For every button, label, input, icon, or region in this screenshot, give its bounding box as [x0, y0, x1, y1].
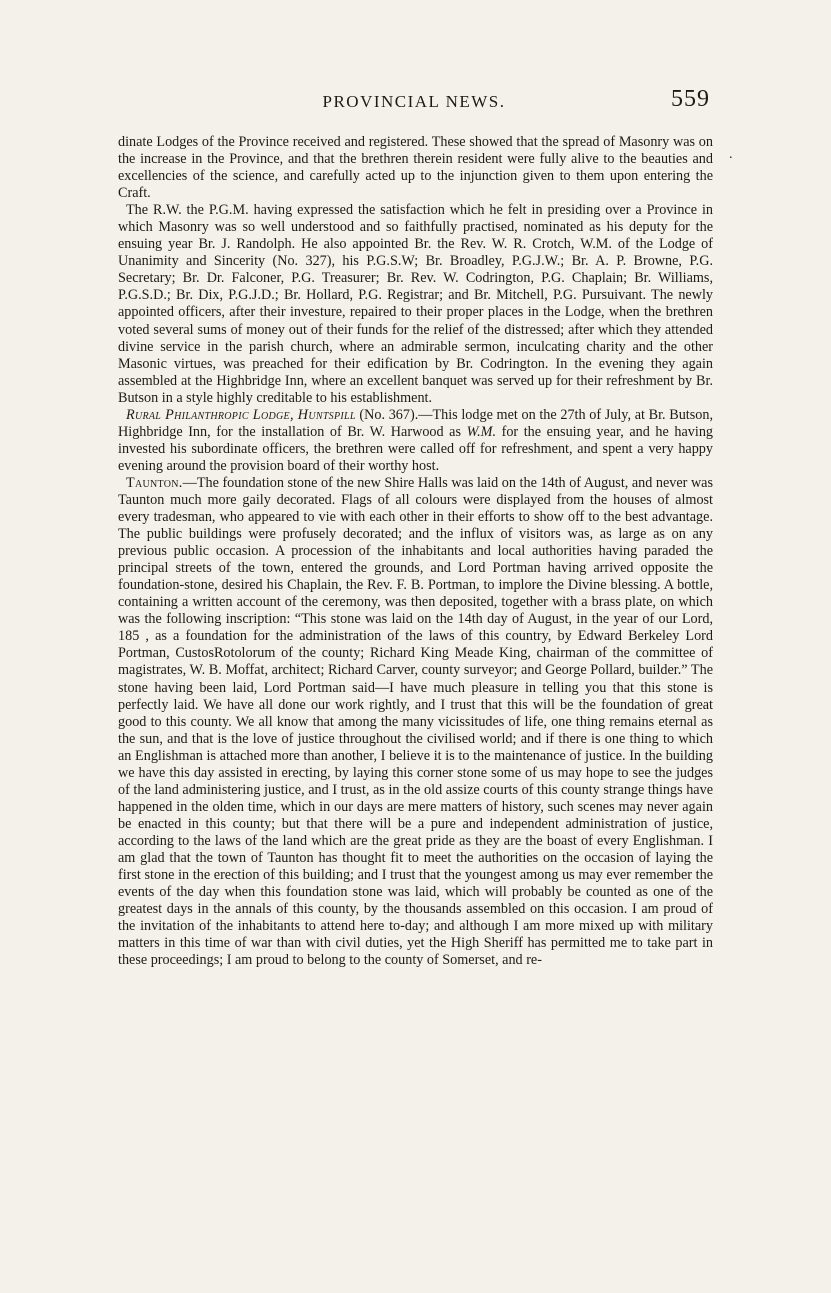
running-head: PROVINCIAL NEWS. [322, 92, 506, 111]
article-body [118, 134, 713, 969]
paragraph-appointments: The R.W. the P.G.M. having expressed the satisfaction which he felt in presiding over a Province in which Masonry was so well understood and so faithfully practised, nominated as his deputy for the ensuing year Br. J. Randolph. He also appointed Br. the Rev. W. R. Crotch, W.M. of the Lodge of Unanimity and Sincerity (No. 327), his P.G.S.W; Br. Broadley, P.G.J.W.; Br. A. P. Browne, P.G. Secretary; Br. Dr. Falconer, P.G. Treasurer; Br. Rev. W. Codrington, P.G. Chaplain; Br. Williams, P.G.S.D.; Br. Dix, P.G.J.D.; Br. Hollard, P.G. Registrar; and Br. Mitchell, P.G. Pursuivant. The newly appointed officers, after their investure, repaired to their proper places in the Lodge, when the brethren voted several sums of money out of their funds for the relief of the distressed; after which they attended divine service in the parish church, where an admirable sermon, inculcating charity and the other Masonic virtues, was preached for their edification by Br. Codrington. In the evening they again assembled at the Highbridge Inn, where an excellent banquet was served up for their refreshment by Br. Butson in a style highly creditable to his establishment. [118, 202, 713, 406]
margin-mark: . [729, 147, 733, 162]
page-header [118, 86, 710, 116]
lodge-wm: W.M. [466, 423, 497, 440]
paragraph-rural-philanthropic-lodge [118, 407, 713, 475]
lodge-heading: Rural Philanthropic Lodge, Huntspill [126, 406, 356, 423]
lodge-text-b: for the ensuing year, and he having invested his subordinate officers, the brethren were called off for refreshment, and spent a very happy evening around the provision board of their worthy host. [118, 423, 714, 474]
page-number: 559 [671, 86, 710, 112]
paragraph-continued: dinate Lodges of the Province received and registered. These showed that the spread of Masonry was on the increase in the Province, and that the brethren therein resident were fully alive to the beauties and excellencies of the science, and carefully acted up to the injunction given to them upon entering the Craft. [118, 134, 713, 202]
lodge-text-a: (No. 367).—This lodge met on the 27th of July, at Br. Butson, Highbridge Inn, for the installation of Br. W. Harwood as [118, 406, 713, 440]
paragraph-taunton [118, 475, 713, 969]
taunton-heading: Taunton. [126, 474, 183, 491]
taunton-text: —The foundation stone of the new Shire Halls was laid on the 14th of August, and never was Taunton much more gaily decorated. Flags of all colours were displayed from the houses of almost every tradesman, who appeared to vie with each other in their efforts to show off to the best advantage. The public buildings were profusely decorated; and the influx of visitors was, as large as on any previous public occasion. A procession of the inhabitants and local authorities having paraded the principal streets of the town, entered the grounds, and Lord Portman having arrived opposite the foundation-stone, desired his Chaplain, the Rev. F. B. Portman, to implore the Divine blessing. A bottle, containing a written account of the ceremony, was then deposited, together with a brass plate, on which was the following inscription: “This stone was laid on the 14th day of August, in the year of our Lord, 185 , as a foundation for the administration of the laws of this country, by Edward Berkeley Lord Portman, CustosRotolorum of the county; Richard King Meade King, chairman of the committee of magistrates, W. B. Moffat, architect; Richard Carver, county surveyor; and George Pollard, builder.” The stone having been laid, Lord Portman said—I have much pleasure in telling you that this stone is perfectly laid. We have all done our work rightly, and I trust that this will be the foundation of great good to this county. We all know that among the many vicissitudes of life, one thing remains eternal as the sun, and that is the love of justice throughout the civilised world; and if there is one thing to which an Englishman is attached more than another, I believe it is to the maintenance of justice. In the building we have this day assisted in erecting, by laying this corner stone some of us may hope to see the judges of the land administering justice, and I trust, as in the old assize courts of this county strange things have happened in the olden time, which in our days are mere matters of history, such scenes may never again be enacted in this county; but that there will be a pure and independent administration of justice, according to the laws of the land which are the great pride as they are the boast of every Englishman. I am glad that the town of Taunton has thought fit to meet the authorities on the occasion of laying the first stone in the erection of this building; and I trust that the youngest among us may ever remember the events of the day when this foundation stone was laid, which will probably be counted as one of the greatest days in the annals of this county, by the thousands assembled on this occasion. I am proud of the invitation of the inhabitants to attend here to-day; and although I am more mixed up with military matters in this time of war than with civil duties, yet the High Sheriff has permitted me to take part in these proceedings; I am proud to belong to the county of Somerset, and re- [118, 474, 714, 969]
